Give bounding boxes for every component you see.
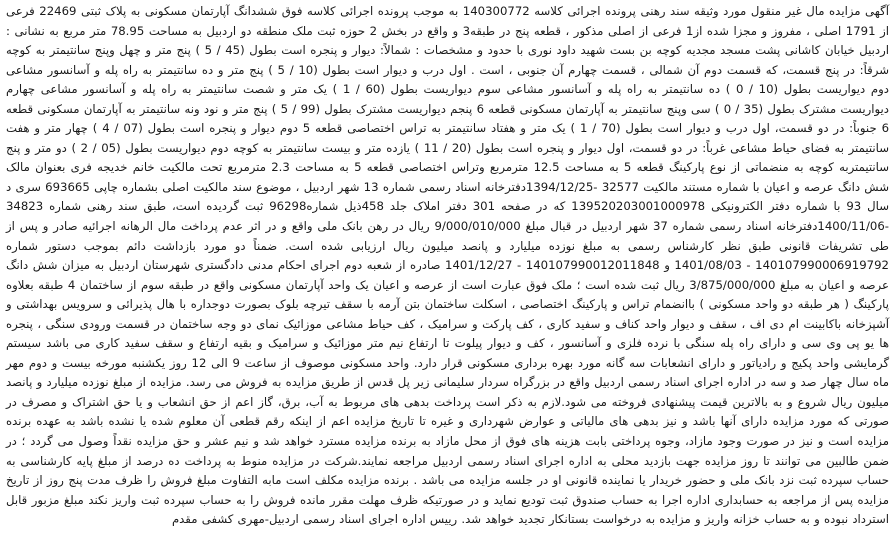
- notice-body-text: آگهی مزایده مال غیر منقول مورد وثیقه سند رهنی پرونده اجرائی کلاسه 140300772 به موجب پرونده اجرائی کلاسه فوق ششدانگ آپارتمان مسکونی به پلاک ثبتی 22469 فرعی از 1791 اصلی ، مفروز و مجزا شده از1 فرعی از اصلی مذکور ، قطعه پنج در طبقه3 و واقع در بخش 2 حوزه ثبت ملک منطقه دو اردبیل به مساحت 78.95 متر مربع به نشانی : اردبیل خیابان کاشانی پشت مسجد مجدیه کوچه بن بست شهید داود نوری با حدود و مشخصات : شمالاً: دیوار و پنجره است بطول (45 / 5 ) پنج متر و چهل وپنج سانتیمتر به کوچه شرقاً: در پنج قسمت، که قسمت دوم آن شمالی ، قسمت چهارم آن جنوبی ، است . اول درب و دیوار است بطول (10 / 5 ) پنج متر و ده سانتیمتر به راه پله و آسانسور مشاعی دوم دیواریست بطول (10 / 0 ) ده سانتیمتر به راه پله و آسانسور مشاعی سوم دیواریست بطول (60 / 1 ) یک متر و شصت سانتیمتر به راه پله و آسانسور مشاعی چهارم دیواریست مشترک بطول (35 / 0 ) سی وپنج سانتیمتر به آپارتمان مسکونی قطعه 6 پنجم دیواریست مشترک بطول (99 / 5 ) پنج متر و نود ونه سانتیمتر به آپارتمان مسکونی قطعه 6 جنوباً: در دو قسمت، اول درب و دیوار است بطول (70 / 1 ) یک متر و هفتاد سانتیمتر به تراس اختصاصی قطعه 5 دوم دیوار و پنجره است بطول (07 / 4 ) چهار متر و هفت سانتیمتر به فضای حیاط مشاعی غرباً: در دو قسمت، اول دیوار و پنجره است بطول (20 / 11 ) یازده متر و بیست سانتیمتر به کوچه دوم دیواریست بطول (05 / 2 ) دو متر و پنج سانتیمتربه کوچه به منضماتی از نوع پارکینگ قطعه 5 به مساحت 12.5 مترمربع وتراس اختصاصی قطعه 5 به مساحت 2.3 مترمربع تحت مالکیت خانم خدیجه فری بعنوان مالک شش دانگ عرصه و اعیان با شماره مستند مالکیت 32577 -1394/12/25دفترخانه اسناد رسمی شماره 13 شهر اردبیل ، موضوع سند مالکیت اصلی بشماره چاپی 693665 سری د سال 93 با شماره دفتر الکترونیکی 139520203001000978 که در صفحه 301 دفتر املاک جلد 458ذیل شماره96298 ثبت گردیده است، طبق سند رهنی شماره 34823 -1400/11/06دفترخانه اسناد رسمی شماره 37 شهر اردبیل در قبال مبلغ 9/000/010/000 ریال در رهن بانک ملی واقع و در اثر عدم پرداخت مال الرهانه اجرائیه صادر و پس از طی تشریفات قانونی طبق نظر کارشناس رسمی به مبلغ نوزده میلیارد و پانصد میلیون ریال ارزیابی شده است. ضمناً دو مورد بازداشت دائم بموجب دستور شماره 140107990006919792 - 1401/08/03 و 140107990012011848 - 1401/12/27 صادره از شعبه دوم اجرای احکام مدنی دادگستری شهرستان اردبیل به میزان شش دانگ عرصه و اعیان به مبلغ 3/875/000/000 ریال ثبت شده است ؛ ملک فوق عبارت است از عرصه و اعیان یک واحد آپارتمان مسکونی واقع در طبقه سوم از ساختمان 4 طبقه بعلاوه پارکینگ ( هر طبقه دو واحد مسکونی ) باانضمام تراس و پارکینگ اختصاصی ، اسکلت ساختمان بتن آرمه با سقف تیرچه بلوک بصورت دوجداره با هال پذیرائی و سرویس بهداشتی و آشپزخانه باکابینت ام دی اف ، سقف و دیوار واحد کناف و سفید کاری ، کف پارکت و سرامیک ، کف حیاط مشاعی موزائیک نمای دو وجه ساختمان در قسمت ورودی سنگی ، پنجره ها یو پی وی سی و دارای راه پله سنگی با نرده فلزی و آسانسور ، کف و دیوار پیلوت تا ارتفاع نیم متر موزائیک و سرامیک و بقیه ارتفاع و سقف سفید کاری می باشد سیستم گرمایشی واحد پکیج و رادیاتور و دارای انشعابات سه گانه مورد بهره برداری مسکونی قرار دارد. واحد مسکونی موصوف از ساعت 9 الی 12 روز یکشنبه مورخه بیست و دوم مهر ماه سال چهار صد و سه در اداره اجرای اسناد رسمی اردبیل واقع در بزرگراه سردار سلیمانی زیر پل قدس از طریق مزایده به فروش می رسد. مزایده از مبلغ نوزده میلیارد و پانصد میلیون ریال شروع و به بالاترین قیمت پیشنهادی فروخته می شود.لازم به ذکر است پرداخت بدهی های مربوط به آب، برق، گاز اعم از حق انشعاب و یا حق اشتراک و مصرف در صورتی که مورد مزایده دارای آنها باشد و نیز بدهی های مالیاتی و عوارض شهرداری و غیره تا تاریخ مزایده اعم از اینکه رقم قطعی آن معلوم شده یا نشده باشد به عهده برنده مزایده است و نیز در صورت وجود مازاد، وجوه پرداختی بابت هزینه های فوق از محل مازاد به برنده مزایده مسترد خواهد شد و نیم عشر و حق مزایده نقداً وصول می گردد ؛ در ضمن طالبین می توانند تا روز مزایده جهت بازدید محلی به اداره اجرای اسناد رسمی اردبیل مراجعه نمایند.شرکت در مزایده منوط به پرداخت ده درصد از مبلغ پایه کارشناسی به حساب سپرده ثبت نزد بانک ملی و حضور خریدار یا نماینده قانونی او در جلسه مزایده می باشد . برنده مزایده مکلف است مابه التفاوت مبلغ فروش را ظرف مدت پنج روز از تاریخ مزایده پس از مراجعه به حسابداری اداره اجرا به حساب صندوق ثبت تودیع نماید و در صورتیکه ظرف مهلت مقرر مانده فروش را به حساب سپرده ثبت واریز نکند مبلغ مزبور قابل استرداد نبوده و به حساب خزانه واریز و مزایده به درخواست بستانکار تجدید خواهد شد. رییس اداره اجرای اسناد رسمی اردبیل-مهری کشفی مقدم: [6, 4, 890, 527]
